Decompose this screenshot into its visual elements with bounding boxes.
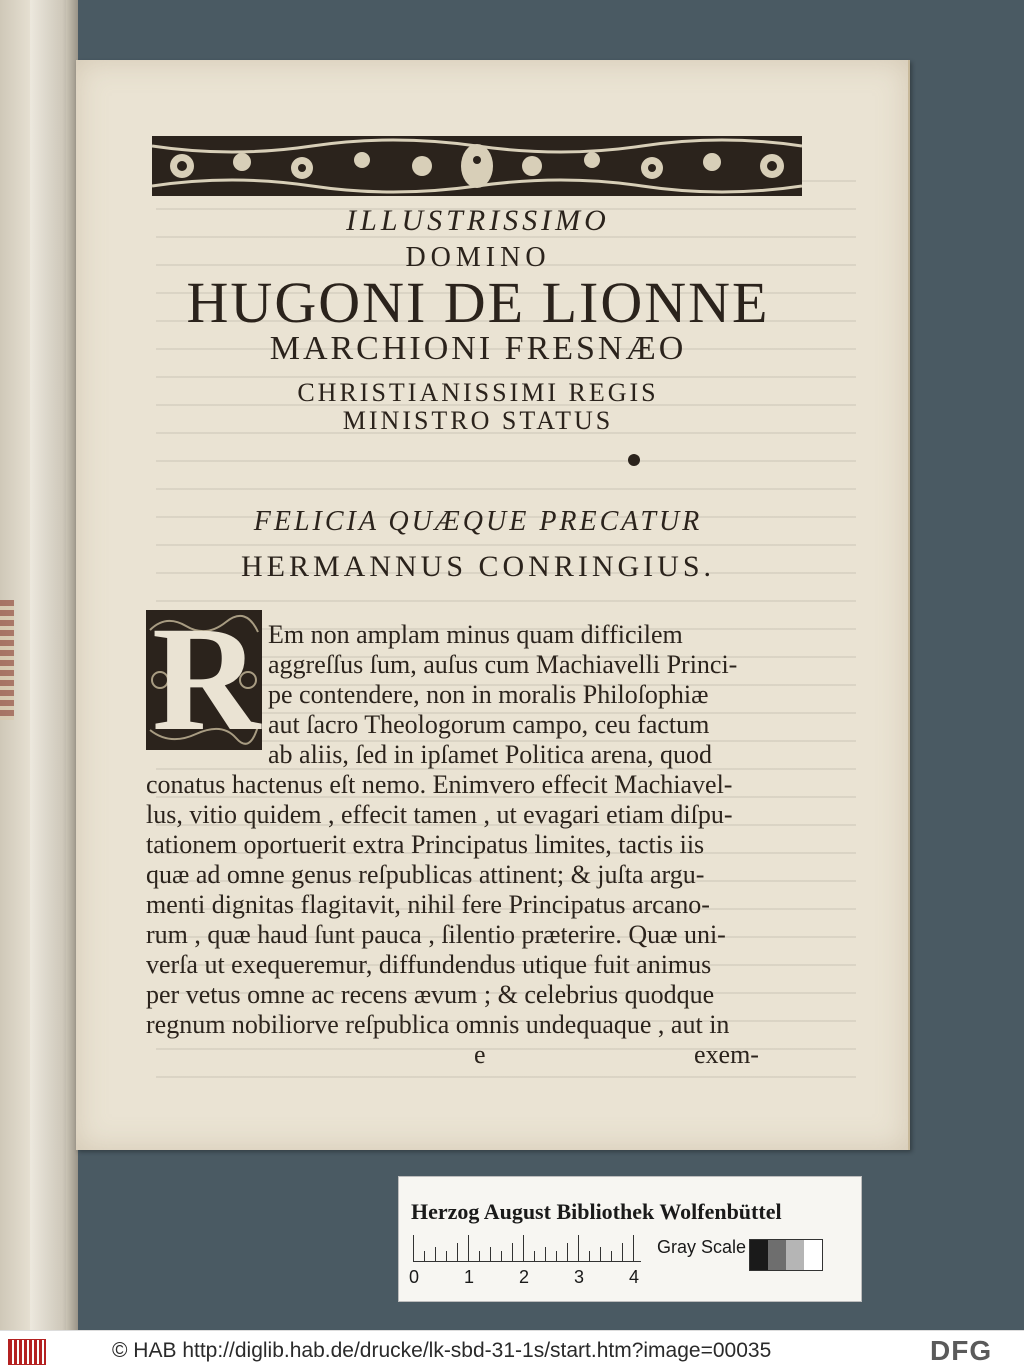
fleuron-icon: [628, 454, 640, 466]
ruler-number: 4: [629, 1267, 640, 1287]
ruler-number: 3: [574, 1267, 585, 1287]
text-line: ab aliis, ſed in ipſamet Politica arena, quod: [268, 740, 713, 769]
greeting-line: FELICIA QUÆQUE PRECATUR: [253, 506, 703, 537]
dedicatee-office-1: CHRISTIANISSIMI REGIS: [297, 378, 659, 407]
author-name: HERMANNUS CONRINGIUS.: [240, 550, 716, 583]
text-line: pe contendere, non in moralis Philoſophiæ: [268, 680, 709, 709]
page-fold-shadow: [30, 0, 66, 1330]
dedicatee-office-2: MINISTRO STATUS: [342, 406, 614, 435]
gray-scale-label: Gray Scale: [657, 1237, 747, 1257]
text-line: per vetus omne ac recens ævum ; & celebrius quodque: [146, 980, 715, 1009]
dedicatee-title: MARCHIONI FRESNÆO: [269, 330, 687, 367]
gray-scale-swatches: [749, 1239, 823, 1271]
text-line: aggreſſus ſum, auſus cum Machiavelli Princi-: [268, 650, 738, 679]
source-link[interactable]: © HAB http://diglib.hab.de/drucke/lk-sbd-31-1s/start.htm?image=00035: [112, 1339, 772, 1362]
text-line: lus, vitio quidem , effecit tamen , ut evagari etiam diſpu-: [146, 800, 733, 829]
text-line: tationem oportuerit extra Principatus limites, tactis iis: [146, 830, 705, 859]
gray-swatch: [768, 1240, 786, 1270]
gray-swatch: [786, 1240, 804, 1270]
catchword: exem-: [694, 1040, 759, 1069]
text-line: verſa ut exequeremur, diffundendus utique fuit animus: [146, 950, 712, 979]
scale-ruler: [413, 1235, 641, 1262]
dfg-logo: DFG: [930, 1335, 993, 1366]
previous-page-edge: [0, 0, 78, 1330]
headpiece-ornament: [152, 136, 802, 196]
decorated-initial: [146, 610, 262, 750]
footer-bar: [0, 1330, 1024, 1372]
text-line: conatus hactenus eſt nemo. Enimvero effecit Machiavel-: [146, 770, 733, 799]
signature-mark: e: [474, 1040, 486, 1069]
text-line: rum , quæ haud ſunt pauca , ſilentio præterire. Quæ uni-: [146, 920, 726, 949]
dedication-line-2: DOMINO: [405, 242, 551, 273]
hab-logo-icon: [8, 1339, 46, 1365]
dedication-line-1: ILLUSTRISSIMO: [346, 204, 610, 237]
text-line: Em non amplam minus quam difficilem: [268, 620, 683, 649]
gray-swatch: [750, 1240, 768, 1270]
library-color-target: [398, 1176, 862, 1302]
ruler-number: 1: [464, 1267, 475, 1287]
dedicatee-name: HUGONI DE LIONNE: [186, 270, 770, 335]
library-name: Herzog August Bibliothek Wolfenbüttel: [411, 1199, 782, 1224]
gray-swatch: [804, 1240, 822, 1270]
ruler-number: 2: [519, 1267, 530, 1287]
decorative-strip: [0, 600, 14, 720]
text-line: quæ ad omne genus reſpublicas attinent; & juſta argu-: [146, 860, 705, 889]
text-line: regnum nobiliorve reſpublica omnis undequaque , aut in: [146, 1010, 730, 1039]
initial-letter: R: [152, 610, 261, 750]
ruler-number: 0: [409, 1267, 420, 1287]
text-line: aut ſacro Theologorum campo, ceu factum: [268, 710, 710, 739]
text-line: menti dignitas flagitavit, nihil fere Principatus arcano-: [146, 890, 710, 919]
